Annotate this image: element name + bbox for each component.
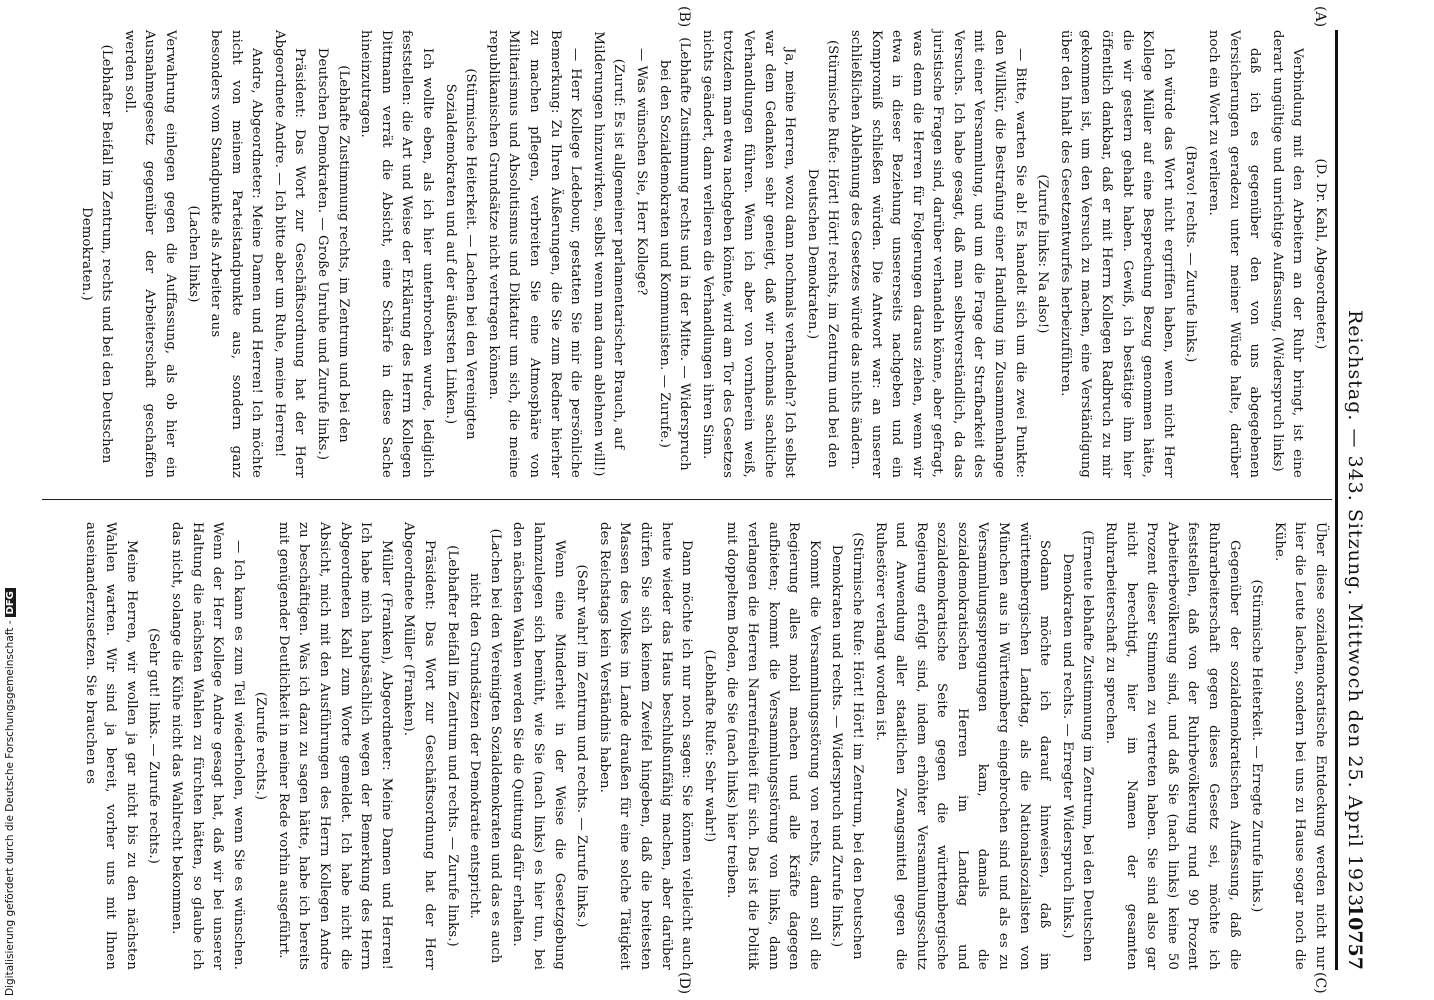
interjection: (Lachen bei den Vereinigten Sozialdemokraten und das es auch nicht den Grundsätzen der Demokratie entspricht.: [467, 528, 503, 964]
speaker-paragraph: Andre, Abgeordneter: Meine Damen und Herren! Ich möchte nicht von meinem Parteistandpunkte aus, sondern ganz besonders vom Standpunkte als Arbeiter aus: [208, 30, 265, 478]
speaker-paragraph: Müller (Franken), Abgeordneter: Meine Damen und Herren! Ich habe mich hauptsächlich wegen der Bemerkung des Herrn Abgeordneten Kahl zum Worte gemeldet. Ich habe nicht die Absicht, mich mit den Ausführungen des Herrn Kollegen Andre zu beschäftigen. Was ich dazu zu sagen hätte, habe ich bereits mit genügender Deutlichkeit in meiner Rede vorhin ausgeführt.: [275, 522, 394, 970]
interjection: (Zuruf: Es ist allgemeiner parlamentarischer Brauch, auf Milderungen hinzuwirken, selbst wenn man dann ablehnen will!): [590, 31, 627, 477]
paragraph: Ich würde das Wort nicht ergriffen haben, wenn nicht Herr Kollege Müller auf eine Besprechung Bezug genommen hätte, die wir gestern gehabt haben. Gewiß, ich bestätige ihm hier öffentlich dankbar, daß er mit Herrn Kollegen Radbruch zu mir gekommen ist, um den Versuch zu machen, eine Verständigung über den Inhalt des Gesetzentwurfes herbeizuführen.: [1057, 30, 1176, 478]
interjection: (Stürmische Heiterkeit. — Lachen bei den Vereinigten Sozialdemokraten und auf der äußersten Linken.): [442, 68, 479, 440]
paragraph: daß ich es gegenüber den von uns abgegebenen Versicherungen geradezu unter meiner Würde halte, darüber noch ein Wort zu verlieren.: [1206, 30, 1263, 478]
header-title: Reichstag. — 343. Sitzung. Mittwoch den 25. April 1923.: [1344, 310, 1366, 915]
paragraph: Verwahrung einlegen gegen die Auffassung, als ob hier ein Ausnahmegesetz gegenüber der Arbeiterschaft geschaffen werden soll.: [121, 30, 178, 478]
interjection: (Sehr gut! links. — Zurufe rechts.): [146, 627, 162, 865]
paragraph: (D. Dr. Kahl, Abgeordneter.): [1313, 158, 1328, 350]
paragraph: Dann möchte ich nur noch sagen: Sie können vielleicht auch heute wieder das Haus beschlußunfähig machen, aber darüber dürfen Sie sich keinem Zweifel hingeben, daß die breitesten Massen des Volkes im Lande draußen für eine solche Tätigkeit des Reichstags kein Verständnis haben.: [596, 522, 695, 970]
paragraph: — Ich kann es zum Teil wiederholen, wenn Sie es wünschen. Wenn der Herr Kollege Andre gesagt hat, daß wir bei unserer Haltung die nächsten Wahlen zu fürchten hätten, so glaube ich das nicht, solange die Kühe nicht das Wahlrecht bekommen.: [168, 522, 246, 970]
credit-text: Digitalisierung gefördert durch die Deutsche Forschungsgemeinschaft -: [4, 620, 16, 996]
margin-marker-a: (A): [1312, 6, 1328, 28]
paragraph: Sodann möchte ich darauf hinweisen, daß im württembergischen Landtag, als die Nationalsozialisten von München aus in Württemberg eingebrochen sind und als es zu Versammlungssprengungen kam, damals die sozialdemokratischen Herren im Landtag und sozialdemokratische Seite gegen die württembergische Regierung erfolgt sind, indem erhöhter Versammlungsschutz und Anwendung aller staatlichen Zwangsmittel gegen die Ruhestörer verlangt worden ist.: [872, 522, 1053, 970]
speaker-paragraph: Präsident: Das Wort zur Geschäftsordnung hat der Herr Abgeordnete Müller (Franken).: [401, 522, 438, 970]
interjection: (Bravo! rechts. — Zurufe links.): [1183, 145, 1199, 363]
page-header: [1335, 30, 1372, 970]
paragraph: Wenn eine Minderheit in der Weise die Gesetzgebung lahmzulegen sich bemüht, wie Sie (nach links) es hier tun, bei den nächsten Wahlen werden Sie die Quittung dafür erhalten.: [510, 522, 567, 970]
paragraph: Ja, meine Herren, wozu dann nochmals verhandeln? Ich selbst war dem Gedanken sehr geneigt, daß wir nochmals sachliche Verhandlungen führen. Wenn ich aber von vornherein weiß, trotzdem man etwa nachgeben könnte, wird am Tor des Gesetzes nichts geändert, dann verlieren die Verhandlungen ihren Sinn.: [699, 30, 798, 478]
paragraph: Meine Herren, wir wollen ja gar nicht bis zu den nächsten Wahlen warten. Wir sind ja bereit, vorher uns mit Ihnen auseinanderzusetzen. Sie brauchen es: [82, 522, 139, 970]
page-number: 10757: [1344, 903, 1366, 970]
digitization-credit: [4, 588, 16, 996]
interjection: (Stürmische Heiterkeit. — Erregte Zurufe links.): [1249, 579, 1265, 913]
paragraph: — Was wünschen Sie, Herr Kollege?: [634, 48, 649, 296]
dfg-logo: DFG: [5, 588, 16, 617]
paragraph: — Herr Kollege Ledebour, gestatten Sie mir die persönliche Bemerkung: Zu Ihren Äußerungen, die Sie zum Redner hierher zu machen pflegen, verbreiten Sie eine Atmosphäre von Militarismus und Absolutismus und Diktatur um sich, die meine republikanischen Grundsätze nicht vertragen können.: [485, 30, 584, 478]
interjection: (Stürmische Rufe: Hört! Hört! im Zentrum, bei den Deutschen Demokraten und rechts. — Widerspruch und Zurufe links.): [829, 532, 865, 960]
paragraph: Ich wollte eben, als ich hier unterbrochen wurde, lediglich feststellen: die Art und Weise der Erklärung des Herrn Kollegen Dittmann verrät die Absicht, eine Schärfe in diese Sache hineinzutragen.: [358, 30, 436, 478]
interjection: (Lebhafte Rufe: Sehr wahr!): [701, 649, 717, 843]
right-column: [77, 522, 1330, 970]
margin-marker-c: (C): [1312, 972, 1328, 994]
paragraph: — Bitte, warten Sie ab! Es handelt sich um die zwei Punkte: den Willkür, die Bestrafung einer Handlung im Zusammenhange mit einer Versammlung, und um die Frage der Strafbarkeit des Versuchs. Ich habe gesagt, daß man selbstverständlich, da das juristische Fragen sind, darüber verhandeln könne, aber gefragt, was denn die Herren für Folgerungen daraus ziehen, wenn wir etwa in dieser Beziehung unsererseits nachgeben und ein Kompromiß schließen würden. Die Antwort war: an unserer schließlichen Ablehnung des Gesetzes würde das nichts ändern.: [847, 30, 1028, 478]
interjection: (Lebhafter Beifall im Zentrum, rechts und bei den Deutschen Demokraten.): [78, 44, 115, 464]
column-divider: [42, 499, 1332, 500]
left-column: [73, 30, 1330, 478]
interjection: (Sehr wahr! im Zentrum und rechts. — Zurufe links.): [574, 564, 590, 928]
paragraph: Verbindung mit den Arbeitern an der Ruhr bringt, ist eine derart ungültige und unrichtige Auffassung, (Widerspruch links): [1269, 30, 1306, 478]
interjection: (Lebhafte Zustimmung rechts und in der Mitte. — Widerspruch bei den Sozialdemokraten und Kommunisten. — Zurufe.): [656, 37, 693, 471]
paragraph: Gegenüber der sozialdemokratischen Auffassung, daß die Ruhrarbeiterschaft gegen dieses Gesetz sei, möchte ich feststellen, daß von der Ruhrbevölkerung rund 90 Prozent Arbeiterbevölkerung sind, und daß Sie (nach links) keine 50 Prozent dieser Stimmen zu vertreten haben. Sie sind also gar nicht berechtigt, hier im Namen der gesamten Ruhrarbeiterschaft zu sprechen.: [1103, 522, 1242, 970]
interjection: (Lebhafter Beifall im Zentrum und rechts. — Zurufe links.): [444, 545, 460, 947]
interjection: (Lachen links): [185, 205, 201, 303]
margin-marker-d: (D): [676, 972, 692, 995]
interjection: (Zurufe links: Na also!): [1035, 174, 1051, 334]
paragraph: Kommt die Versammlungsstörung von rechts, dann soll die Regierung alles mobil machen und alle Kräfte dagegen aufbieten; kommt die Versammlungsstörung von links, dann verlangen die Herren Narrenfreiheit für sich. Das ist die Politik mit doppeltem Boden, die Sie (nach links) hier treiben.: [724, 522, 822, 970]
interjection: (Stürmische Rufe: Hört! Hört! rechts, im Zentrum und bei den Deutschen Demokraten.): [804, 39, 841, 469]
speaker-paragraph: Präsident: Das Wort zur Geschäftsordnung hat der Herr Abgeordnete Andre. — Ich bitte aber um Ruhe, meine Herren!: [271, 30, 308, 478]
interjection: (Zurufe rechts.): [253, 691, 269, 801]
margin-marker-b: (B): [676, 6, 692, 28]
interjection: (Lebhafte Zustimmung rechts, im Zentrum und bei den Deutschen Demokraten. — Große Unruhe und Zurufe links.): [315, 47, 351, 461]
paragraph: Über diese sozialdemokratische Entdeckung werden nicht nur hier die Leute lachen, sondern bei uns zu Hause sogar noch die Kühe.: [1271, 522, 1328, 970]
interjection: (Erneute lebhafte Zustimmung im Zentrum, bei den Deutschen Demokraten und rechts. — Erregter Widerspruch links.): [1059, 530, 1096, 962]
